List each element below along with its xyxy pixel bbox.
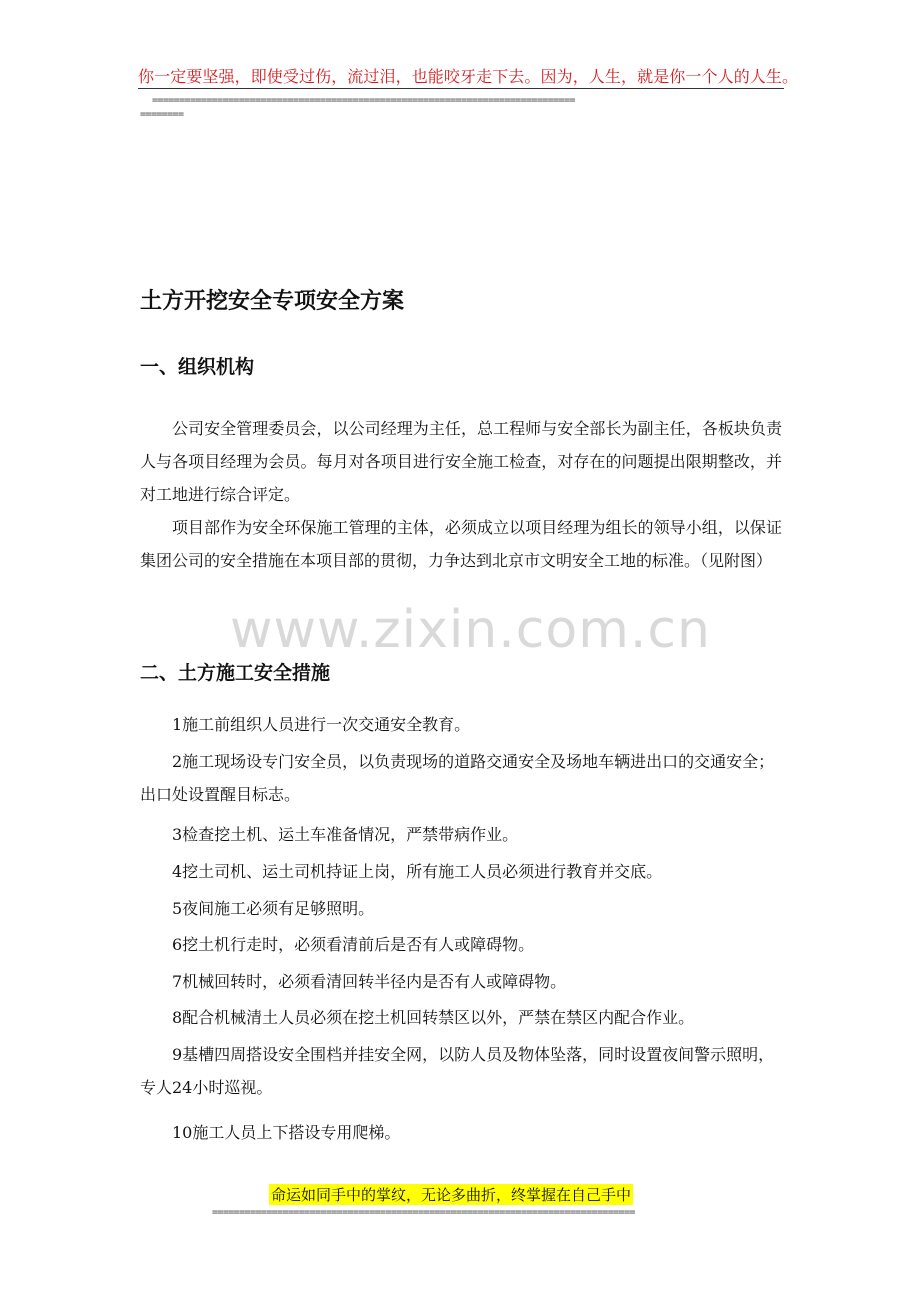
- paragraph-project-department: 项目部作为安全环保施工管理的主体，必须成立以项目经理为组长的领导小组，以保证集团公司的安全措施在本项目部的贯彻，力争达到北京市文明安全工地的标准。（见附图）: [140, 518, 782, 570]
- list-item: 6挖土机行走时，必须看清前后是否有人或障碍物。: [172, 935, 535, 954]
- header-quote: 你一定要坚强，即使受过伤，流过泪，也能咬牙走下去。因为，人生，就是你一个人的人生。: [138, 67, 799, 86]
- section-heading-organization: 一、组织机构: [140, 356, 255, 378]
- header-rule: [138, 88, 784, 89]
- document-title: 土方开挖安全专项安全方案: [140, 288, 405, 314]
- paragraph-safety-committee: 公司安全管理委员会，以公司经理为主任，总工程师与安全部长为副主任，各板块负责人与各项目经理为会员。每月对各项目进行安全施工检查，对存在的问题提出限期整改，并对工地进行综合评定。: [140, 419, 782, 504]
- list-item: 8配合机械清土人员必须在挖土机回转禁区以外，严禁在禁区内配合作业。: [172, 1008, 695, 1027]
- list-item: 10施工人员上下搭设专用爬梯。: [172, 1123, 401, 1142]
- header-separator-line-1: ==============================================================================: [152, 95, 575, 106]
- list-item: 1施工前组织人员进行一次交通安全教育。: [172, 715, 471, 734]
- list-item: 7机械回转时，必须看清回转半径内是否有人或障碍物。: [172, 972, 567, 991]
- watermark: www.zixin.com.cn: [230, 600, 711, 660]
- section-heading-safety-measures: 二、土方施工安全措施: [140, 662, 331, 684]
- header-separator-line-2: ========: [140, 109, 184, 120]
- list-item: 9基槽四周搭设安全围档并挂安全网，以防人员及物体坠落，同时设置夜间警示照明，专人24小时巡视。: [140, 1045, 775, 1097]
- list-item: 5夜间施工必须有足够照明。: [172, 899, 375, 918]
- list-item: 4挖土司机、运土司机持证上岗，所有施工人员必须进行教育并交底。: [172, 862, 663, 881]
- list-item: 2施工现场设专门安全员，以负责现场的道路交通安全及场地车辆进出口的交通安全；出口处设置醒目标志。: [140, 752, 775, 804]
- footer-separator-line: ==============================================================================: [212, 1207, 635, 1218]
- footer-quote: 命运如同手中的掌纹，无论多曲折，终掌握在自己手中: [271, 1186, 632, 1204]
- list-item: 3检查挖土机、运土车准备情况，严禁带病作业。: [172, 825, 519, 844]
